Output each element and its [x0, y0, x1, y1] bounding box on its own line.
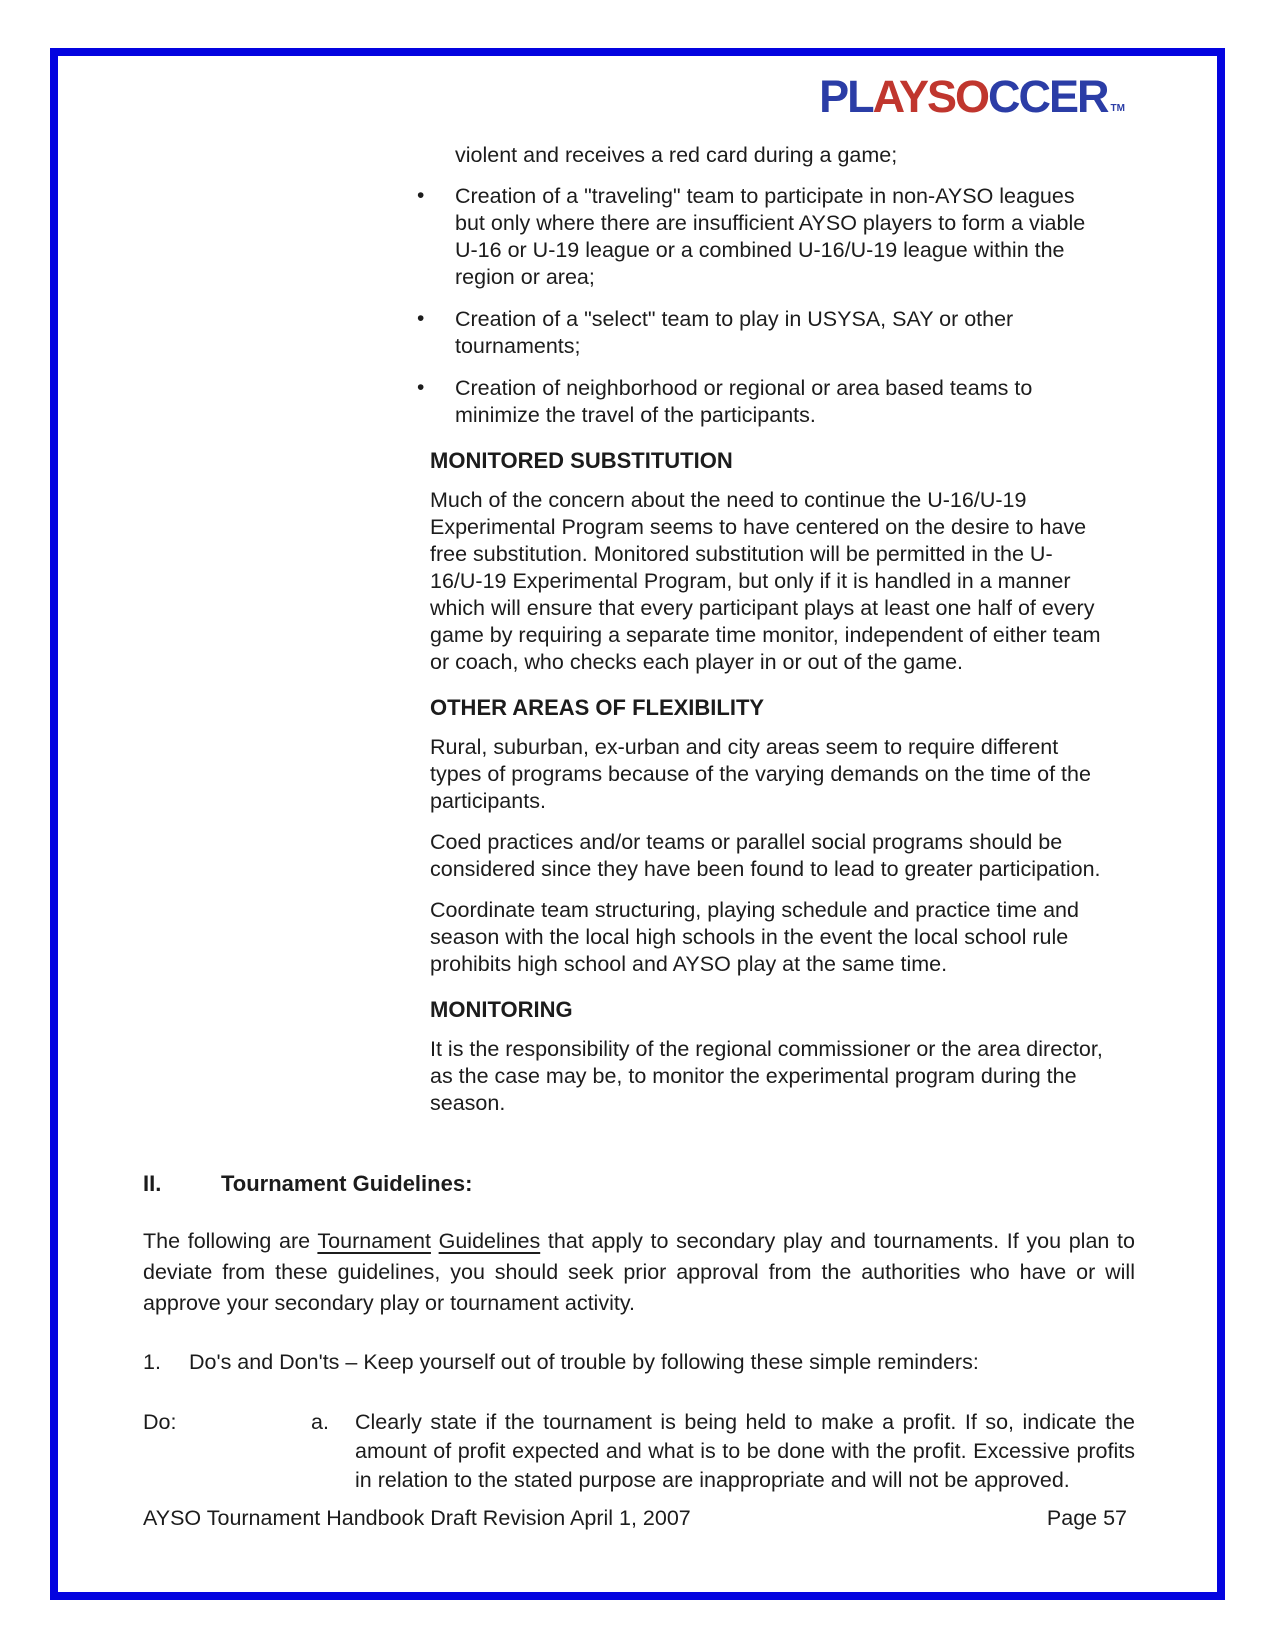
page-footer — [143, 1506, 1127, 1531]
footer-document-title: AYSO Tournament Handbook Draft Revision April 1, 2007 — [143, 1506, 691, 1530]
intro-underlined-word: Guidelines — [438, 1229, 541, 1253]
logo-text-pl: PL — [819, 71, 873, 122]
page-border-frame — [50, 48, 1225, 1600]
intro-text — [431, 1229, 439, 1253]
bullet-text: Creation of a "traveling" team to participate in non-AYSO leagues but only where there are insufficient AYSO players to form a viable U-16 or U-19 league or a combined U-16/U-19 league within the region or area; — [455, 184, 1086, 289]
playsoccer-logo — [819, 71, 1125, 122]
guidelines-heading-title: Tournament Guidelines: — [221, 1171, 473, 1196]
paragraph: Coed practices and/or teams or parallel social programs should be considered since they have been found to lead to greater participation. — [430, 830, 1101, 881]
section-heading-other-areas: OTHER AREAS OF FLEXIBILITY — [430, 695, 765, 720]
paragraph: Rural, suburban, ex-urban and city areas seem to require different types of programs because of the varying demands on the time of the participants. — [430, 735, 1091, 813]
bullet-item — [430, 306, 1104, 360]
footer-page-number: Page 57 — [1046, 1506, 1127, 1530]
continuation-line: violent and receives a red card during a game; — [455, 143, 898, 167]
paragraph: Coordinate team structuring, playing schedule and practice time and season with the local high schools in the event the local school rule prohibits high school and AYSO play at the same time. — [430, 898, 1079, 976]
paragraph: It is the responsibility of the regional commissioner or the area director, as the case may be, to monitor the experimental program during the season. — [430, 1037, 1103, 1115]
do-item-text: Clearly state if the tournament is being held to make a profit. If so, indicate the amount of profit expected and what is to be done with the profit. Excessive profits in relation to the stated purpose are inappropriate and will not be approved. — [355, 1410, 1135, 1492]
paragraph: Much of the concern about the need to continue the U-16/U-19 Experimental Program seems to have centered on the desire to have free substitution. Monitored substitution will be permitted in the U-16/U-19 Experimental Program, but only if it is handled in a manner which will ensure that every participant plays at least one half of every game by requiring a separate time monitor, independent of either team or coach, who checks each player in or out of the game. — [430, 488, 1101, 674]
guidelines-intro-paragraph — [143, 1226, 1135, 1319]
do-label: Do: — [143, 1410, 177, 1434]
bullet-list — [430, 183, 1104, 429]
section-heading-monitored-substitution: MONITORED SUBSTITUTION — [430, 448, 733, 473]
list-text: Do's and Don'ts – Keep yourself out of trouble by following these simple reminders: — [189, 1350, 979, 1374]
do-item-row — [143, 1408, 1135, 1495]
intro-text: that apply to secondary play and tournaments. If you plan to deviate from these guidelines, you should seek prior approval from the authorities who have or will approve your secondary play or tournament activity. — [143, 1229, 1135, 1315]
guidelines-heading-number: II. — [143, 1171, 162, 1196]
experimental-program-content — [430, 142, 1104, 1131]
bullet-item — [430, 183, 1104, 291]
do-item-letter: a. — [311, 1410, 329, 1434]
section-heading-monitoring: MONITORING — [430, 997, 573, 1022]
dos-and-donts-item — [143, 1347, 1135, 1378]
bullet-text: Creation of neighborhood or regional or area based teams to minimize the travel of the participants. — [455, 376, 1033, 427]
logo-text-ayso: AYSO — [872, 71, 989, 122]
intro-text: The following are — [143, 1229, 318, 1253]
guidelines-heading — [143, 1168, 1135, 1199]
intro-underlined-word: Tournament — [317, 1229, 431, 1253]
logo-text-ccer: CCER — [988, 71, 1108, 122]
bullet-item — [430, 375, 1104, 429]
bullet-text: Creation of a "select" team to play in USYSA, SAY or other tournaments; — [455, 307, 1014, 358]
tournament-guidelines-section — [143, 1168, 1135, 1495]
list-number: 1. — [143, 1350, 161, 1374]
logo-trademark: TM — [1110, 103, 1125, 114]
